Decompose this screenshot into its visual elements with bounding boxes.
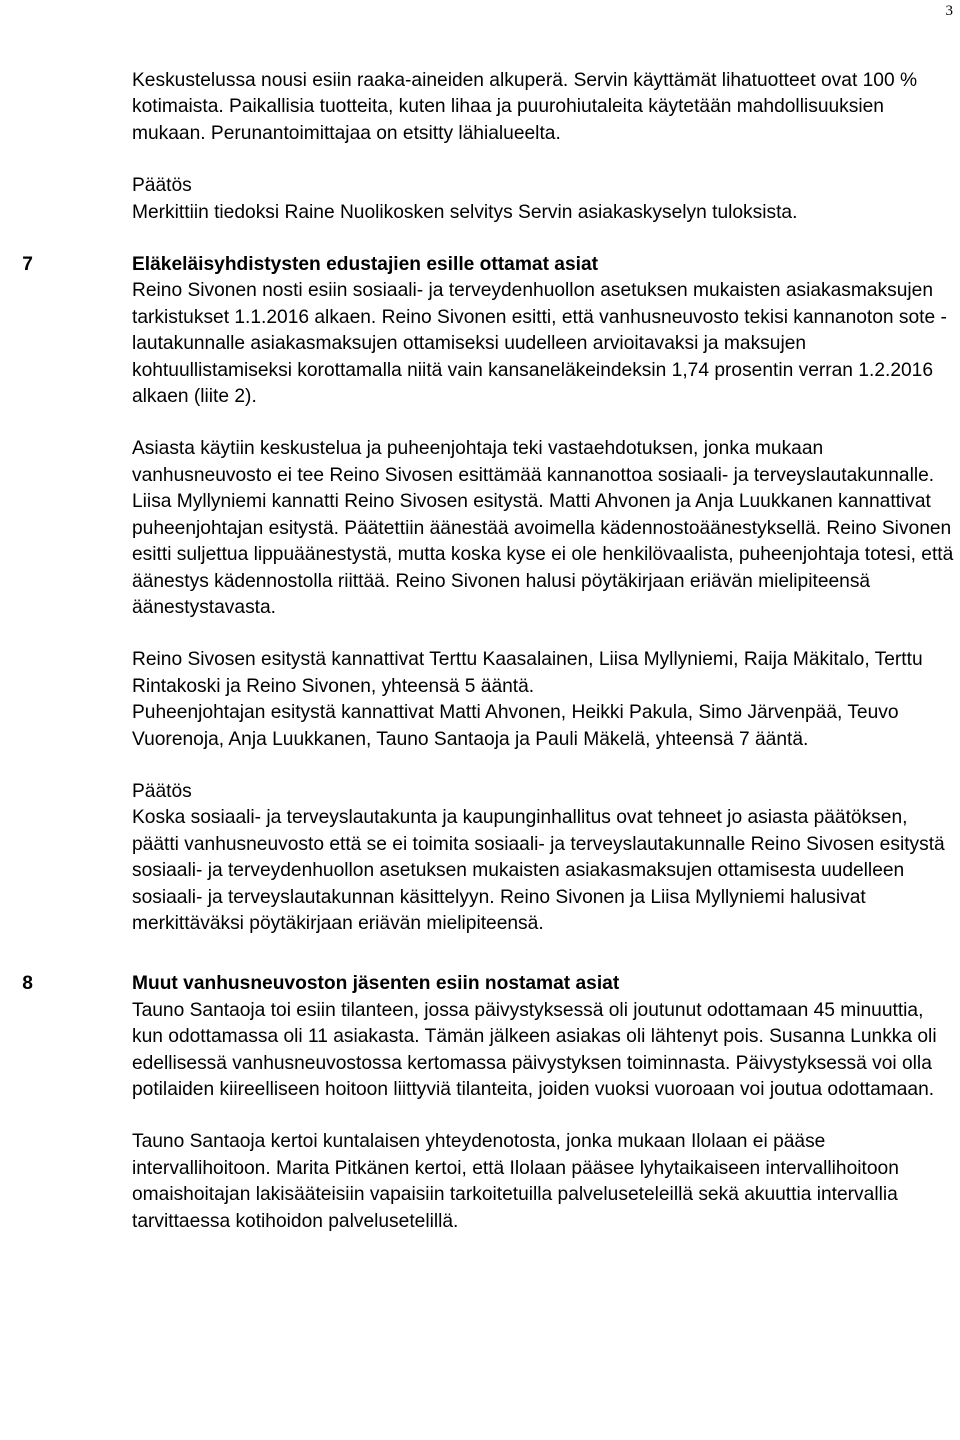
item-number: [20, 971, 33, 997]
page-number: 3: [945, 3, 953, 19]
item-paragraph: Reino Sivonen nosti esiin sosiaali- ja terveydenhuollon asetuksen mukaisten asiakasmaksujen tarkistukset 1.1.2016 alkaen. Reino Sivonen esitti, että vanhusneuvosto tekisi kannanoton sote -lautakunnalle asiakasmaksujen ottamiseksi uudelleen arvioitavaksi ja maksujen kohtuullistamiseksi korottamalla niitä vain kansaneläkeindeksin 1,74 prosentin verran 1.2.2016 alkaen (liite 2).: [132, 280, 947, 408]
agenda-item-7: [22, 252, 954, 937]
item-number-value: 7: [22, 254, 33, 276]
item-paragraph: Reino Sivosen esitystä kannattivat Terttu Kaasalainen, Liisa Myllyniemi, Raija Mäkitalo, Terttu Rintakoski ja Reino Sivonen, yhteensä 5 ääntä.: [132, 649, 923, 697]
item-paragraph: Tauno Santaoja kertoi kuntalaisen yhteydenotosta, jonka mukaan Ilolaan ei pääse intervallihoitoon. Marita Pitkänen kertoi, että Ilolaan pääsee lyhytaikaiseen intervallihoitoon omaishoitajan lakisääteisiin vapaisiin tarkoitetuilla palveluseteleillä sekä akuuttia intervallia tarvittaessa kotihoidon palvelusetelillä.: [132, 1131, 899, 1232]
decision-label: Päätös: [132, 780, 192, 802]
item-number-value: 8: [22, 973, 33, 995]
item-paragraph: Asiasta käytiin keskustelua ja puheenjohtaja teki vastaehdotuksen, jonka mukaan vanhusneuvosto ei tee Reino Sivosen esittämää kannanottoa sosiaali- ja terveyslautakunnalle. Liisa Myllyniemi kannatti Reino Sivosen esitystä. Matti Ahvonen ja Anja Luukkanen kannattivat puheenjohtajan esitystä. Päätettiin äänestää avoimella kädennostoäänestyksellä. Reino Sivonen esitti suljettua lippuäänestystä, mutta koska kyse ei ole henkilövaalista, puheenjohtaja totesi, että äänestys kädennostolla riittää. Reino Sivonen halusi pöytäkirjaan eriävän mielipiteensä äänestystavasta.: [132, 438, 954, 618]
item-number: [20, 252, 33, 278]
item-paragraph: Puheenjohtajan esitystä kannattivat Matti Ahvonen, Heikki Pakula, Simo Järvenpää, Teuvo Vuorenoja, Anja Luukkanen, Tauno Santaoja ja Pauli Mäkelä, yhteensä 7 ääntä.: [132, 702, 899, 750]
decision-text: Merkittiin tiedoksi Raine Nuolikosken selvitys Servin asiakaskyselyn tuloksista.: [132, 201, 798, 223]
item-paragraph: Tauno Santaoja toi esiin tilanteen, jossa päivystyksessä oli joutunut odottamaan 45 minuuttia, kun odottamassa oli 11 asiakasta. Tämän jälkeen asiakas oli lähtenyt pois. Susanna Lunkka oli edellisessä vanhusneuvostossa kertomassa päivystyksen toiminnasta. Päivystyksessä voi olla potilaiden kiireelliseen hoitoon liittyviä tilanteita, joiden vuoksi vuoroaan voi joutua odottamaan.: [132, 999, 937, 1100]
decision-label: Päätös: [132, 175, 192, 197]
intro-section: [132, 68, 954, 226]
document-body: [22, 68, 954, 1235]
item-title: Muut vanhusneuvoston jäsenten esiin nostamat asiat: [132, 973, 620, 995]
item-title: Eläkeläisyhdistysten edustajien esille ottamat asiat: [132, 254, 599, 276]
decision-text: Koska sosiaali- ja terveyslautakunta ja kaupunginhallitus ovat tehneet jo asiasta päätöksen, päätti vanhusneuvosto että se ei toimita sosiaali- ja terveyslautakunnalle Reino Sivosen esitystä sosiaali- ja terveydenhuollon asetuksen mukaisten asiakasmaksujen ottamisesta uudelleen sosiaali- ja terveyslautakunnan käsittelyyn. Reino Sivonen ja Liisa Myllyniemi halusivat merkittäväksi pöytäkirjaan eriävän mielipiteensä.: [132, 807, 945, 934]
intro-paragraph: Keskustelussa nousi esiin raaka-aineiden alkuperä. Servin käyttämät lihatuotteet ovat 100 % kotimaista. Paikallisia tuotteita, kuten lihaa ja puurohiutaleita käytetään mahdollisuuksien mukaan. Perunantoimittajaa on etsitty lähialueelta.: [132, 70, 918, 144]
agenda-item-8: [22, 971, 954, 1235]
